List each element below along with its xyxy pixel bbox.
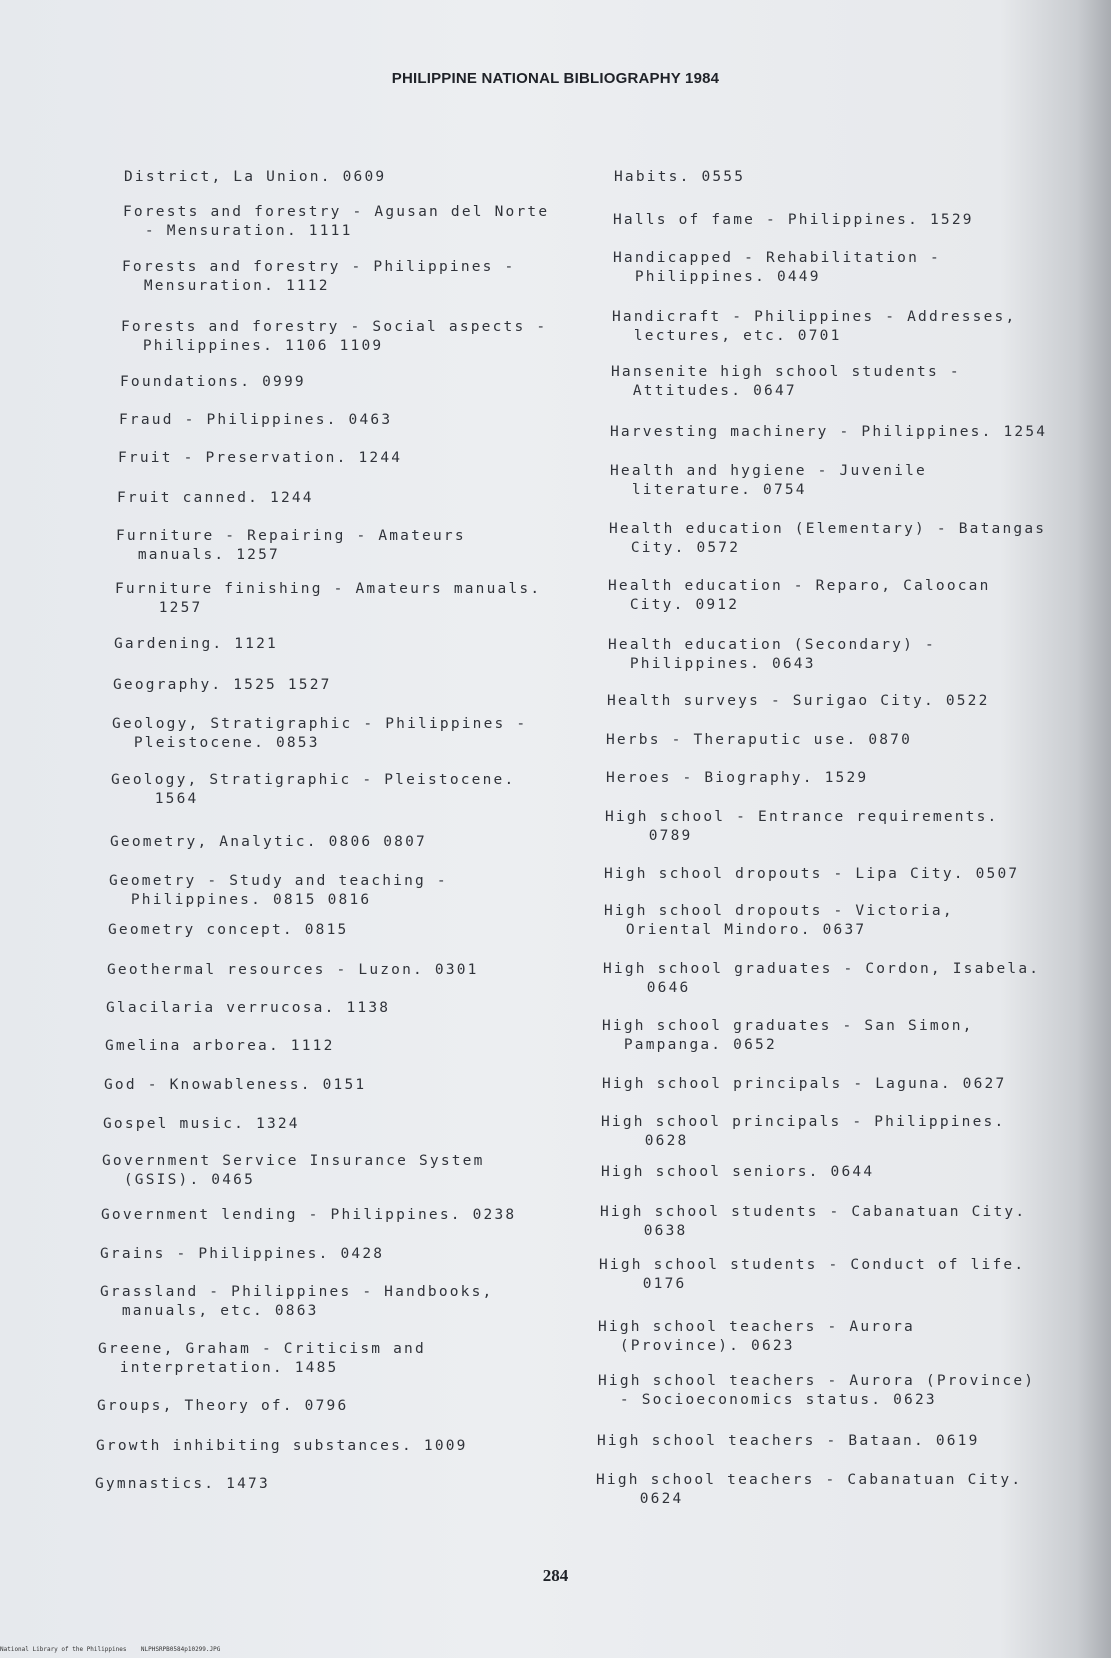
entry-line: (GSIS). 0465 (102, 1172, 256, 1188)
left-entry (115, 580, 541, 618)
entry-line: Fruit - Preservation. 1244 (118, 450, 403, 466)
entry-line: Hansenite high school students - (611, 364, 961, 380)
right-entry (613, 211, 974, 230)
entry-line: Geometry, Analytic. 0806 0807 (110, 834, 427, 850)
entry-line: Oriental Mindoro. 0637 (604, 922, 867, 938)
entry-line: Health surveys - Surigao City. 0522 (607, 693, 990, 709)
left-entry (123, 203, 549, 241)
entry-line: manuals, etc. 0863 (100, 1303, 319, 1319)
right-entry (601, 1163, 874, 1182)
left-entry (106, 999, 390, 1018)
entry-line: Pleistocene. 0853 (112, 735, 320, 751)
left-entry (102, 1152, 485, 1190)
left-entry (122, 258, 515, 296)
entry-line: Philippines. 0815 0816 (109, 892, 372, 908)
entry-line: Health and hygiene - Juvenile (610, 463, 927, 479)
entry-line: 0628 (601, 1133, 689, 1149)
right-entry (605, 808, 998, 846)
entry-line: High school teachers - Aurora (598, 1319, 915, 1335)
right-entry (614, 168, 745, 187)
right-entry (602, 1075, 1006, 1094)
left-entry (114, 635, 278, 654)
left-entry (101, 1206, 516, 1225)
entry-line: 0638 (600, 1223, 688, 1239)
entry-line: Philippines. 0643 (608, 656, 816, 672)
right-entry (613, 249, 941, 287)
entry-line: Gospel music. 1324 (103, 1116, 300, 1132)
entry-line: High school dropouts - Victoria, (604, 903, 954, 919)
entry-line: Foundations. 0999 (120, 374, 306, 390)
entry-line: Geometry concept. 0815 (108, 922, 349, 938)
entry-line: Health education - Reparo, Caloocan (608, 578, 991, 594)
right-entry (596, 1471, 1022, 1509)
entry-line: Herbs - Theraputic use. 0870 (606, 732, 913, 748)
entry-line: Geology, Stratigraphic - Pleistocene. (111, 772, 516, 788)
left-entry (97, 1397, 348, 1416)
left-entry (100, 1283, 493, 1321)
right-entry (602, 1017, 974, 1055)
right-entry (597, 1432, 980, 1451)
entry-line: Forests and forestry - Philippines - (122, 259, 516, 275)
entry-line: lectures, etc. 0701 (612, 328, 842, 344)
page-header: PHILIPPINE NATIONAL BIBLIOGRAPHY 1984 (391, 70, 720, 87)
entry-line: High school - Entrance requirements. (605, 809, 999, 825)
entry-line: Glacilaria verrucosa. 1138 (106, 1000, 391, 1016)
entry-line: Health education (Elementary) - Batangas (609, 521, 1047, 537)
entry-line: Greene, Graham - Criticism and (98, 1341, 426, 1357)
entry-line: 0176 (599, 1276, 687, 1292)
left-entry (103, 1115, 300, 1134)
right-entry (606, 769, 868, 788)
left-entry (110, 833, 427, 852)
entry-line: High school students - Cabanatuan City. (600, 1204, 1027, 1220)
entry-line: Furniture - Repairing - Amateurs (116, 528, 466, 544)
right-entry (610, 423, 1047, 442)
left-entry (113, 676, 332, 695)
entry-line: Philippines. 0449 (613, 269, 821, 285)
entry-line: City. 0912 (608, 597, 740, 613)
entry-line: Philippines. 1106 1109 (121, 338, 384, 354)
right-entry (598, 1372, 1035, 1410)
entry-line: High school teachers - Aurora (Province) (598, 1373, 1036, 1389)
left-entry (118, 449, 402, 468)
entry-line: 0646 (603, 980, 691, 996)
entry-line: Forests and forestry - Agusan del Norte (123, 204, 550, 220)
entry-line: Geometry - Study and teaching - (109, 873, 448, 889)
entry-line: (Province). 0623 (598, 1338, 795, 1354)
entry-line: Grassland - Philippines - Handbooks, (100, 1284, 494, 1300)
entry-line: 1257 (115, 600, 203, 616)
left-entry (124, 168, 386, 187)
entry-line: interpretation. 1485 (98, 1360, 339, 1376)
entry-line: Harvesting machinery - Philippines. 1254 (610, 424, 1048, 440)
entry-line: - Mensuration. 1111 (123, 223, 353, 239)
entry-line: Government lending - Philippines. 0238 (101, 1207, 517, 1223)
left-entry (100, 1245, 384, 1264)
left-entry (111, 771, 515, 809)
right-entry (612, 308, 1016, 346)
right-entry (599, 1256, 1025, 1294)
entry-line: God - Knowableness. 0151 (104, 1077, 367, 1093)
entry-line: Fruit canned. 1244 (117, 490, 314, 506)
left-entry (117, 489, 314, 508)
entry-line: Habits. 0555 (614, 169, 746, 185)
entry-line: Forests and forestry - Social aspects - (121, 319, 548, 335)
right-entry (603, 960, 1040, 998)
entry-line: Geothermal resources - Luzon. 0301 (107, 962, 479, 978)
entry-line: Health education (Secondary) - (608, 637, 936, 653)
entry-line: Geography. 1525 1527 (113, 677, 332, 693)
entry-line: Fraud - Philippines. 0463 (119, 412, 393, 428)
right-entry (600, 1203, 1026, 1241)
left-entry (105, 1037, 335, 1056)
left-entry (121, 318, 547, 356)
entry-line: Handicraft - Philippines - Addresses, (612, 309, 1017, 325)
entry-line: Halls of fame - Philippines. 1529 (613, 212, 974, 228)
entry-line: City. 0572 (609, 540, 741, 556)
right-entry (607, 692, 990, 711)
left-entry (95, 1475, 270, 1494)
entry-line: Handicapped - Rehabilitation - (613, 250, 941, 266)
entry-line: High school teachers - Cabanatuan City. (596, 1472, 1023, 1488)
left-entry (104, 1076, 366, 1095)
entry-line: High school teachers - Bataan. 0619 (597, 1433, 980, 1449)
left-entry (119, 411, 392, 430)
entry-line: Government Service Insurance System (102, 1153, 485, 1169)
entry-line: High school students - Conduct of life. (599, 1257, 1026, 1273)
left-entry (96, 1437, 468, 1456)
entry-line: High school principals - Laguna. 0627 (602, 1076, 1007, 1092)
entry-line: 1564 (111, 791, 199, 807)
entry-line: literature. 0754 (610, 482, 807, 498)
left-entry (109, 872, 448, 910)
right-entry (601, 1113, 1005, 1151)
left-entry (108, 921, 348, 940)
footer-credit: National Library of the Philippines NLPHSRPB0584p10299.JPG (0, 1646, 221, 1653)
entry-line: Mensuration. 1112 (122, 278, 330, 294)
right-entry (609, 520, 1046, 558)
entry-line: Heroes - Biography. 1529 (606, 770, 869, 786)
left-entry (107, 961, 479, 980)
left-entry (116, 527, 466, 565)
entry-line: Geology, Stratigraphic - Philippines - (112, 716, 528, 732)
entry-line: High school graduates - San Simon, (602, 1018, 974, 1034)
entry-line: Grains - Philippines. 0428 (100, 1246, 385, 1262)
entry-line: High school principals - Philippines. (601, 1114, 1006, 1130)
entry-line: High school dropouts - Lipa City. 0507 (604, 866, 1020, 882)
entry-line: Gymnastics. 1473 (95, 1476, 270, 1492)
entry-line: 0624 (596, 1491, 684, 1507)
entry-line: Furniture finishing - Amateurs manuals. (115, 581, 542, 597)
right-entry (608, 577, 991, 615)
entry-line: Gardening. 1121 (114, 636, 278, 652)
entry-line: 0789 (605, 828, 693, 844)
entry-line: manuals. 1257 (116, 547, 280, 563)
right-entry (611, 363, 961, 401)
entry-line: Pampanga. 0652 (602, 1037, 777, 1053)
entry-line: Groups, Theory of. 0796 (97, 1398, 349, 1414)
entry-line: - Socioeconomics status. 0623 (598, 1392, 937, 1408)
right-entry (604, 865, 1019, 884)
page-number: 284 (542, 1566, 569, 1585)
right-entry (610, 462, 927, 500)
entry-line: Gmelina arborea. 1112 (105, 1038, 335, 1054)
entry-line: High school graduates - Cordon, Isabela. (603, 961, 1041, 977)
left-entry (112, 715, 527, 753)
left-entry (120, 373, 306, 392)
left-entry (98, 1340, 426, 1378)
entry-line: High school seniors. 0644 (601, 1164, 875, 1180)
right-entry (604, 902, 954, 940)
right-entry (598, 1318, 915, 1356)
entry-line: Growth inhibiting substances. 1009 (96, 1438, 468, 1454)
right-entry (608, 636, 936, 674)
entry-line: District, La Union. 0609 (124, 169, 387, 185)
right-entry (606, 731, 912, 750)
entry-line: Attitudes. 0647 (611, 383, 797, 399)
